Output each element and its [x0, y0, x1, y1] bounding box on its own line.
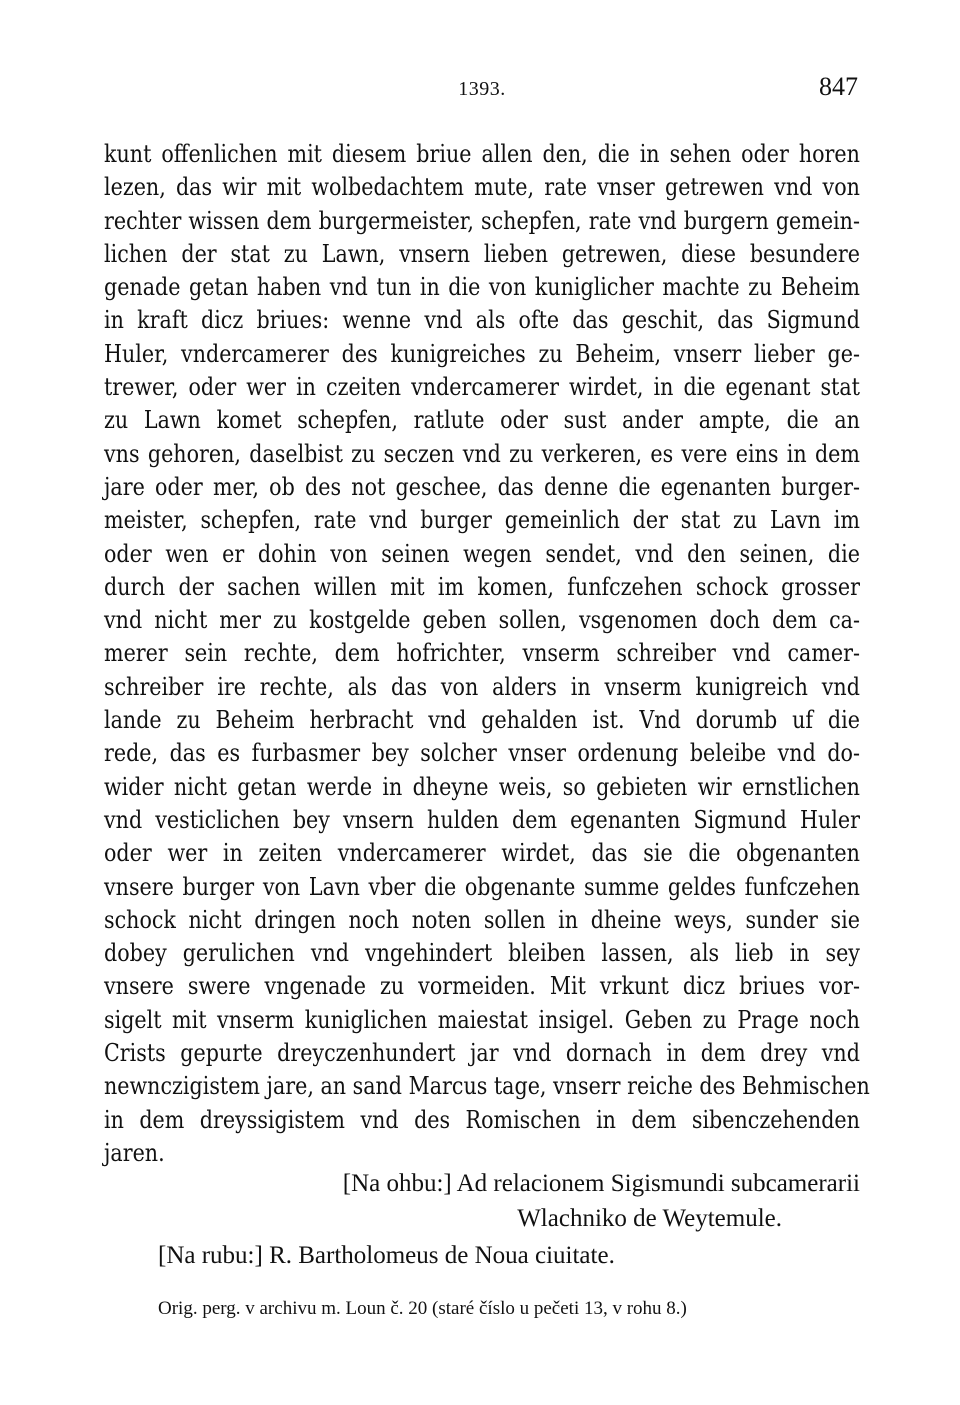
text-line: in dem dreyssigistem vnd des Romischen in dem sibenczehenden [104, 1105, 860, 1134]
text-line: merer sein rechte, dem hofrichter, vnserm schreiber vnd camer- [104, 639, 860, 668]
signature-line-name: Wlachniko de Weytemule. [517, 1205, 782, 1232]
text-line: lichen der stat zu Lawn, vnsern lieben getrewen, diese besundere [104, 239, 860, 268]
text-line: newnczigistem jare, an sand Marcus tage, vnserr reiche des Behmischen [104, 1072, 870, 1101]
page-number: 847 [819, 72, 858, 101]
text-line: trewer, oder wer in czeiten vndercamerer wirdet, in die egenant stat [104, 373, 860, 402]
text-line: zu Lawn komet schepfen, ratlute oder sust ander ampte, die an [104, 406, 860, 435]
header-year: 1393. [458, 78, 506, 100]
text-line: dobey gerulichen vnd vngehindert bleiben lassen, als lieb in sey [104, 939, 860, 968]
text-line: rede, das es furbasmer bey solcher vnser ordenung beleibe vnd do- [104, 739, 860, 768]
text-line: rechter wissen dem burgermeister, schepfen, rate vnd burgern gemein- [104, 206, 860, 235]
text-line: lezen, das wir mit wolbedachtem mute, rate vnser getrewen vnd von [104, 173, 860, 202]
text-line: Crists gepurte dreyczenhundert jar vnd dornach in dem drey vnd [104, 1039, 860, 1068]
text-line: schreiber ire rechte, als das von alders in vnserm kunigreich vnd [104, 672, 860, 701]
text-line: lande zu Beheim herbracht vnd gehalden ist. Vnd dorumb uf die [104, 706, 860, 735]
archival-note: Orig. perg. v archivu m. Loun č. 20 (staré číslo u pečeti 13, v rohu 8.) [158, 1298, 687, 1319]
text-line-last: jaren. [104, 1138, 165, 1167]
text-line: jare oder mer, ob des not geschee, das denne die egenanten burger- [104, 472, 860, 501]
text-line: schock nicht dringen noch noten sollen in dheine weys, sunder sie [104, 905, 860, 934]
text-line: durch der sachen willen mit im komen, funfczehen schock grosser [104, 572, 860, 601]
text-line: in kraft dicz briues: wenne vnd als ofte das geschit, das Sigmund [104, 306, 860, 335]
document-body [104, 138, 870, 1170]
text-line: vnd vesticlichen bey vnsern hulden dem egenanten Sigmund Huler [104, 805, 860, 834]
text-line: Huler, vndercamerer des kunigreiches zu Beheim, vnserr lieber ge- [104, 339, 860, 368]
text-line: wider nicht getan werde in dheyne weis, so gebieten wir ernstlichen [104, 772, 860, 801]
page-header [104, 72, 860, 110]
text-line: meister, schepfen, rate vnd burger gemeinlich der stat zu Lavn im [104, 506, 860, 535]
signature-line-back: [Na rubu:] R. Bartholomeus de Noua ciuitate. [158, 1242, 615, 1269]
text-line: vnsere burger von Lavn vber die obgenante summe geldes funfczehen [104, 872, 860, 901]
text-line: sigelt mit vnserm kuniglichen maiestat insigel. Geben zu Prage noch [104, 1005, 860, 1034]
text-line: vns gehoren, daselbist zu seczen vnd zu verkeren, es vere eins in dem [104, 439, 860, 468]
text-line: vnd nicht mer zu kostgelde geben sollen, vsgenomen doch dem ca- [104, 606, 860, 635]
text-line: kunt offenlichen mit diesem briue allen den, die in sehen oder horen [104, 140, 860, 168]
signature-line-front: [Na ohbu:] Ad relacionem Sigismundi subcamerarii [342, 1170, 860, 1197]
text-line: oder wer in zeiten vndercamerer wirdet, das sie die obgenanten [104, 839, 860, 868]
text-line: oder wen er dohin von seinen wegen sendet, vnd den seinen, die [104, 539, 860, 568]
text-line: genade getan haben vnd tun in die von kuniglicher machte zu Beheim [104, 273, 860, 302]
text-line: vnsere swere vngenade zu vormeiden. Mit vrkunt dicz briues vor- [104, 972, 860, 1001]
